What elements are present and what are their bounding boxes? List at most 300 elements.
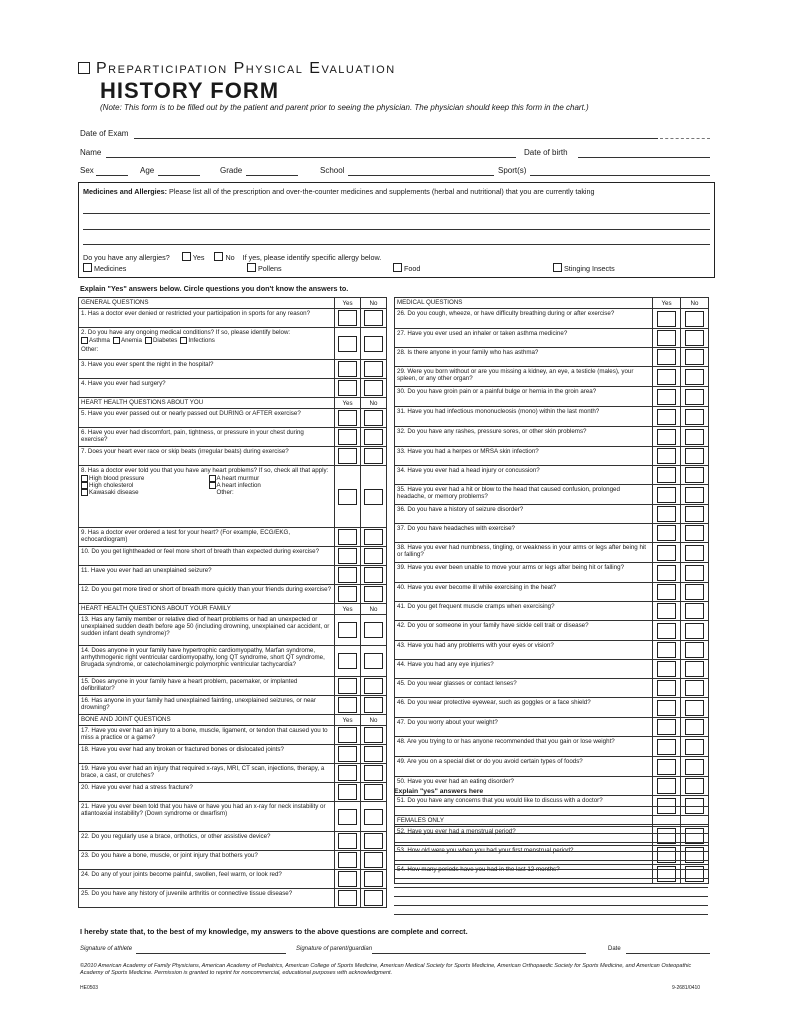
no-answer-box[interactable] [685,661,704,677]
no-answer-box[interactable] [685,623,704,639]
question-label: 9. Has a doctor ever ordered a test for your heart? (For example, ECG/EKG, echocardiogram) [81,529,291,543]
heart-problem-option[interactable] [81,475,202,482]
heart-problem-option-label: High cholesterol [89,482,134,489]
yes-answer-box[interactable] [338,529,357,545]
yes-answer-box[interactable] [657,448,676,464]
yes-cell [335,677,361,696]
question-label: FEMALES ONLY [397,817,444,824]
allergy-opt-insects[interactable] [553,263,615,273]
yes-answer-box[interactable] [338,489,357,505]
question-row [79,870,387,889]
yes-cell [335,328,361,360]
yes-answer-box[interactable] [657,642,676,658]
grade-field[interactable] [246,175,298,176]
opt-label: Pollens [258,264,282,273]
yes-answer-box[interactable] [338,653,357,669]
checkbox-icon[interactable] [247,263,256,272]
yes-answer-box[interactable] [657,389,676,405]
question-text [79,615,335,646]
no-header-label: No [369,299,378,307]
yes-answer-box[interactable] [657,467,676,483]
yes-answer-box[interactable] [338,548,357,564]
section-header-row [79,715,387,726]
yes-cell [653,698,681,718]
no-answer-box[interactable] [364,746,383,762]
question-row [79,615,387,646]
no-answer-box[interactable] [685,448,704,464]
yes-answer-box[interactable] [657,719,676,735]
yes-cell [335,585,361,604]
question-label: HEART HEALTH QUESTIONS ABOUT YOU [81,399,204,406]
yes-answer-box[interactable] [338,746,357,762]
question-label: 31. Have you had infectious mononucleosis (mono) within the last month? [397,408,600,415]
yes-cell [653,660,681,679]
checkbox-icon[interactable] [113,337,120,344]
question-label: 11. Have you ever had an unexplained seizure? [81,567,212,574]
yes-answer-box[interactable] [657,565,676,581]
no-answer-box[interactable] [685,603,704,619]
yes-answer-box[interactable] [657,369,676,385]
no-cell [681,718,709,737]
explain-line[interactable] [394,878,708,879]
yes-answer-box[interactable] [338,809,357,825]
heart-problem-option[interactable] [209,482,330,489]
question-row [79,328,387,360]
question-label: 3. Have you ever spent the night in the hospital? [81,361,214,368]
dob-field[interactable] [578,157,710,158]
question-row [79,547,387,566]
grade-label: Grade [220,166,243,175]
question-row [79,764,387,783]
question-label: 35. Have you ever had a hit or blow to the head that caused confusion, prolonged headache, or memory problems? [397,486,620,500]
section-title [395,298,653,309]
question-row [79,409,387,428]
yes-cell [653,641,681,660]
no-answer-box[interactable] [364,765,383,781]
question-text [79,646,335,677]
question-text [395,563,653,583]
question-label: 8. Has a doctor ever told you that you have any heart problems? If so, check all that apply: [81,467,329,474]
question-text [395,621,653,641]
no-answer-box[interactable] [685,506,704,522]
no-cell [681,563,709,583]
no-answer-box[interactable] [685,545,704,561]
no-answer-box[interactable] [364,429,383,445]
no-cell [361,428,387,447]
yes-answer-box[interactable] [338,784,357,800]
no-answer-box[interactable] [685,389,704,405]
yes-answer-box[interactable] [338,336,357,352]
no-cell [681,757,709,777]
allergy-opt-pollens[interactable] [247,263,282,273]
no-answer-box[interactable] [685,429,704,445]
no-answer-box[interactable] [685,642,704,658]
no-cell [681,466,709,485]
yes-answer-box[interactable] [338,380,357,396]
question-row [395,563,709,583]
yes-cell [653,387,681,407]
condition-option[interactable] [81,337,110,344]
no-answer-box[interactable] [685,759,704,775]
question-text [79,745,335,764]
yes-cell [335,409,361,428]
yes-header-label: Yes [342,716,353,724]
explain-line[interactable] [394,806,708,807]
yes-answer-box[interactable] [338,567,357,583]
yes-answer-box[interactable] [657,311,676,327]
school-label: School [320,166,345,175]
yes-cell [335,696,361,715]
condition-option[interactable] [180,337,214,344]
no-answer-box[interactable] [364,380,383,396]
section-title [79,298,335,309]
age-field[interactable] [158,175,200,176]
allergy-yes-option[interactable] [182,253,205,262]
no-header-label: No [369,399,378,407]
no-cell [361,745,387,764]
yes-answer-box[interactable] [657,739,676,755]
yes-answer-box[interactable] [657,623,676,639]
no-answer-box[interactable] [364,871,383,887]
parent-signature-label: Signature of parent/guardian [296,946,373,952]
question-label: 25. Do you have any history of juvenile arthritis or connective tissue disease? [81,890,293,897]
yes-cell [335,802,361,832]
yes-answer-box[interactable] [657,603,676,619]
allergy-opt-medicines[interactable] [83,263,126,273]
checkbox-icon[interactable] [214,252,223,261]
explain-line[interactable] [394,842,708,843]
question-row [395,367,709,387]
checkbox-icon[interactable] [180,337,187,344]
no-answer-box[interactable] [685,778,704,794]
date-of-exam-label: Date of Exam [80,129,129,138]
no-answer-box[interactable] [685,330,704,346]
yes-answer-box[interactable] [657,487,676,503]
yes-answer-box[interactable] [657,545,676,561]
no-header-label: No [690,299,699,307]
question-label: 22. Do you regularly use a brace, orthotics, or other assistive device? [81,833,271,840]
no-answer-box[interactable] [685,349,704,365]
checkbox-icon[interactable] [81,482,88,489]
medicines-line-3[interactable] [83,244,710,245]
no-cell [361,783,387,802]
yes-answer-box[interactable] [657,409,676,425]
yes-cell [653,583,681,602]
question-label: 34. Have you ever had a head injury or concussion? [397,467,540,474]
question-text [395,718,653,737]
date-field[interactable] [626,953,710,954]
question-text [79,309,335,328]
condition-option-label: Diabetes [152,337,178,344]
yes-answer-box[interactable] [338,410,357,426]
no-answer-box[interactable] [364,727,383,743]
date-of-exam-field[interactable] [134,138,658,139]
no-answer-box[interactable] [685,719,704,735]
no-answer-box[interactable] [685,311,704,327]
explain-line[interactable] [394,860,708,861]
yes-cell [653,602,681,621]
medicines-allergies-box [78,182,715,278]
question-text [79,585,335,604]
heart-problem-option-label: A heart infection [216,482,261,489]
no-answer-box[interactable] [364,489,383,505]
section-header-row [395,298,709,309]
yes-answer-box[interactable] [338,697,357,713]
question-text [79,528,335,547]
checkbox-icon[interactable] [81,489,88,496]
yes-answer-box[interactable] [657,429,676,445]
yes-answer-box[interactable] [657,680,676,696]
yes-answer-box[interactable] [338,310,357,326]
question-label: 48. Are you trying to or has anyone recommended that you gain or lose weight? [397,738,615,745]
explain-yes-lines[interactable] [394,798,708,915]
explain-line[interactable] [394,815,708,816]
no-answer-box[interactable] [364,653,383,669]
question-row [79,889,387,908]
explain-line[interactable] [394,905,708,906]
yes-cell [653,524,681,543]
question-text [79,870,335,889]
yes-answer-box[interactable] [338,622,357,638]
yes-answer-box[interactable] [657,506,676,522]
no-answer-box[interactable] [364,410,383,426]
question-label: 50. Have you ever had an eating disorder? [397,778,514,785]
yes-column-header [335,715,361,726]
no-cell [361,889,387,908]
heart-problem-option[interactable] [209,475,330,482]
checkbox-icon[interactable] [393,263,402,272]
school-field[interactable] [348,175,494,176]
allergy-no-option[interactable] [214,253,234,262]
yes-answer-box[interactable] [657,759,676,775]
question-label: 1. Has a doctor ever denied or restricted your participation in sports for any reason? [81,310,311,317]
medicines-prompt-text: Please list all of the prescription and over-the-counter medicines and supplements (herbal and nutritional) that you are currently taking [169,187,595,196]
athlete-signature-field[interactable] [136,953,286,954]
checkbox-icon[interactable] [81,337,88,344]
no-answer-box[interactable] [364,586,383,602]
yes-cell [653,679,681,698]
no-answer-box[interactable] [364,697,383,713]
no-answer-box[interactable] [364,678,383,694]
question-label: 54. How many periods have you had in the last 12 months? [397,866,560,873]
no-answer-box[interactable] [364,890,383,906]
question-label: 6. Have you ever had discomfort, pain, tightness, or pressure in your chest during exercise? [81,429,304,443]
heart-problem-option[interactable] [81,489,202,496]
medicines-line-1[interactable] [83,213,710,214]
yes-cell [335,870,361,889]
no-cell [681,367,709,387]
question-text [79,328,335,360]
yes-answer-box[interactable] [338,586,357,602]
checkbox-icon[interactable] [209,475,216,482]
no-answer-box[interactable] [364,833,383,849]
no-answer-box[interactable] [685,487,704,503]
yes-answer-box[interactable] [338,727,357,743]
no-answer-box[interactable] [685,739,704,755]
yes-answer-box[interactable] [657,525,676,541]
no-answer-box[interactable] [364,448,383,464]
allergy-question: Do you have any allergies? [83,253,170,262]
no-cell [361,566,387,585]
question-text [79,832,335,851]
yes-answer-box[interactable] [338,871,357,887]
question-row [79,466,387,528]
yes-answer-box[interactable] [657,330,676,346]
yes-header-label: Yes [342,299,353,307]
no-answer-box[interactable] [685,525,704,541]
explain-line[interactable] [394,824,708,825]
explain-line[interactable] [394,896,708,897]
heart-problem-option-label: High blood pressure [89,475,145,482]
question-label: 15. Does anyone in your family have a heart problem, pacemaker, or implanted defibrillator? [81,678,298,692]
question-text [395,329,653,348]
yes-answer-box[interactable] [338,361,357,377]
yes-cell [653,757,681,777]
question-text [395,641,653,660]
no-cell [681,387,709,407]
heart-problem-option[interactable] [209,489,330,496]
question-label: 41. Do you get frequent muscle cramps when exercising? [397,603,555,610]
age-label: Age [140,166,155,175]
no-answer-box[interactable] [364,336,383,352]
name-label: Name [80,148,102,157]
yes-cell [653,718,681,737]
heart-problem-option[interactable] [81,482,202,489]
no-answer-box[interactable] [364,310,383,326]
yes-answer-box[interactable] [657,661,676,677]
yes-answer-box[interactable] [657,778,676,794]
explain-line[interactable] [394,833,708,834]
section-title [79,398,335,409]
no-cell [681,698,709,718]
question-row [395,348,709,367]
no-header-label: No [369,716,378,724]
no-answer-box[interactable] [685,565,704,581]
yes-answer-box[interactable] [657,584,676,600]
question-row [395,524,709,543]
checkbox-icon[interactable] [182,252,191,261]
checkbox-icon[interactable] [145,337,152,344]
yes-cell [335,566,361,585]
question-row [79,696,387,715]
yes-cell [335,360,361,379]
section-header-row [79,298,387,309]
sports-field[interactable] [530,175,710,176]
no-answer-box[interactable] [685,680,704,696]
checkbox-icon[interactable] [83,263,92,272]
yes-answer-box[interactable] [657,349,676,365]
certification-statement: I hereby state that, to the best of my knowledge, my answers to the above questions are complete and correct. [80,927,468,936]
no-cell [681,407,709,427]
question-label: 2. Do you have any ongoing medical conditions? If so, please identify below: [81,329,291,336]
explain-line[interactable] [394,869,708,870]
question-label: 36. Do you have a history of seizure disorder? [397,506,524,513]
question-row [395,602,709,621]
yes-cell [335,851,361,870]
no-answer-box[interactable] [685,584,704,600]
yes-answer-box[interactable] [338,852,357,868]
no-column-header [361,298,387,309]
yes-header-label: Yes [342,605,353,613]
question-text [395,505,653,524]
yes-cell [335,889,361,908]
yes-cell [335,726,361,745]
checkbox-icon[interactable] [209,482,216,489]
yes-cell [653,447,681,466]
question-row [395,621,709,641]
name-field[interactable] [106,157,516,158]
question-label: 19. Have you ever had an injury that required x-rays, MRI, CT scan, injections, therapy, a brace, a cast, or crutches? [81,765,325,779]
no-answer-box[interactable] [364,529,383,545]
form-code-right: 9-2681/0410 [672,985,701,991]
question-row [395,718,709,737]
yes-answer-box[interactable] [338,833,357,849]
explain-line[interactable] [394,914,708,915]
medicines-prompt-bold: Medicines and Allergies: [83,187,168,196]
no-answer-box[interactable] [364,361,383,377]
no-cell [681,505,709,524]
yes-answer-box[interactable] [338,765,357,781]
checkbox-icon[interactable] [553,263,562,272]
question-row [79,360,387,379]
no-answer-box[interactable] [364,852,383,868]
condition-option[interactable] [113,337,142,344]
no-answer-box[interactable] [364,809,383,825]
question-text [395,309,653,329]
question-label: 13. Has any family member or relative died of heart problems or had an unexpected or unexplained sudden death before age 50 (including drowning, unexplained car accident, or sudden infant death syndrome)? [81,616,330,637]
no-cell [681,602,709,621]
yes-column-header [335,604,361,615]
no-answer-box[interactable] [685,369,704,385]
question-row [79,447,387,466]
no-answer-box[interactable] [364,784,383,800]
question-text [79,783,335,802]
yes-answer-box[interactable] [657,700,676,716]
parent-signature-field[interactable] [372,953,586,954]
yes-answer-box[interactable] [338,678,357,694]
no-cell [681,641,709,660]
no-answer-box[interactable] [364,548,383,564]
yes-answer-box[interactable] [338,429,357,445]
explain-line[interactable] [394,851,708,852]
no-cell [361,832,387,851]
no-answer-box[interactable] [685,700,704,716]
medicines-line-2[interactable] [83,229,710,230]
allergy-opt-food[interactable] [393,263,420,273]
question-label: 45. Do you wear glasses or contact lenses? [397,680,517,687]
form-title: HISTORY FORM [100,78,280,103]
yes-cell [335,615,361,646]
condition-option[interactable] [145,337,177,344]
no-answer-box[interactable] [685,467,704,483]
explain-line[interactable] [394,887,708,888]
yes-answer-box[interactable] [338,448,357,464]
no-answer-box[interactable] [364,622,383,638]
question-text [395,387,653,407]
yes-answer-box[interactable] [338,890,357,906]
sex-field[interactable] [96,175,128,176]
checkbox-icon[interactable] [81,475,88,482]
question-row [395,737,709,757]
no-answer-box[interactable] [685,409,704,425]
yes-cell [653,505,681,524]
yes-cell [335,428,361,447]
question-row [395,427,709,447]
question-text [79,409,335,428]
question-row [395,698,709,718]
no-answer-box[interactable] [364,567,383,583]
no-cell [681,583,709,602]
